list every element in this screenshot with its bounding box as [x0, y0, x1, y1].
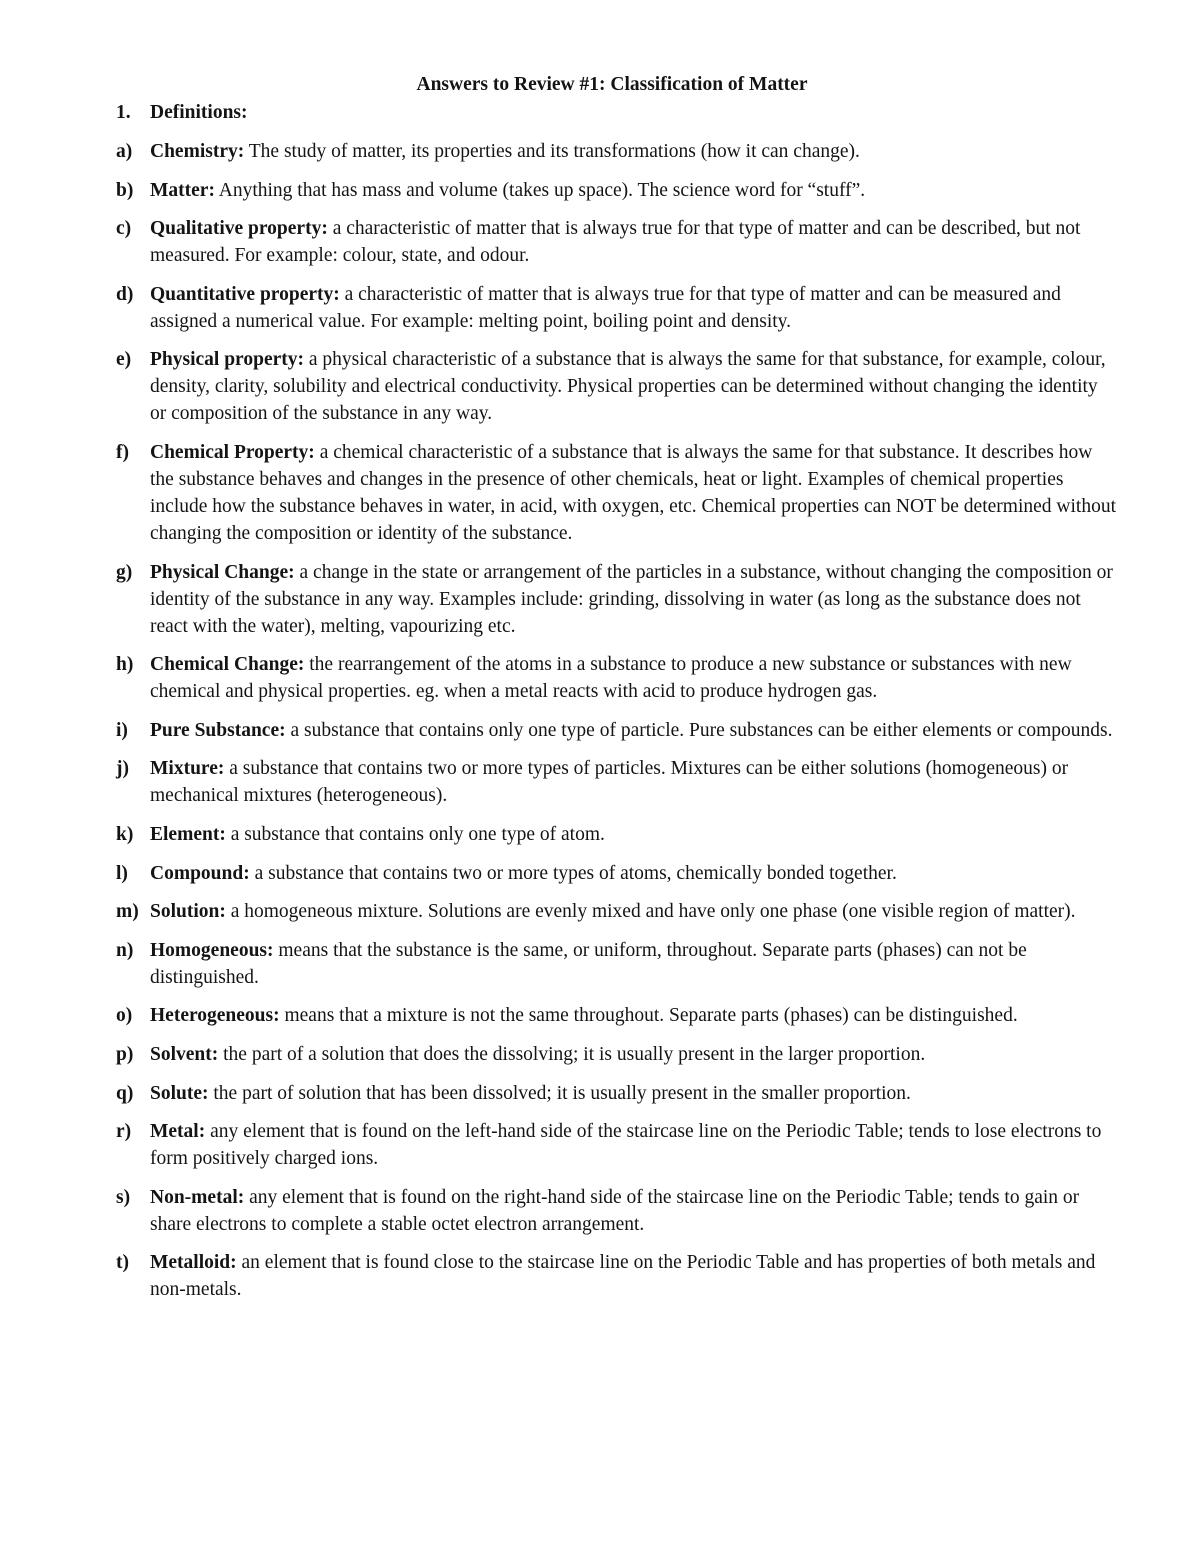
definition-item	[116, 1002, 1116, 1029]
definition-term: Chemical Change:	[150, 654, 305, 676]
definition-text: the part of a solution that does the dissolving; it is usually present in the larger proportion.	[218, 1043, 926, 1065]
definition-term: Metal:	[150, 1121, 206, 1143]
definition-text: a substance that contains only one type of atom.	[225, 823, 605, 845]
definition-term: Physical property:	[150, 349, 305, 371]
definition-item	[116, 439, 1116, 547]
definition-text: a change in the state or arrangement of the particles in a substance, without changing the composition or identity of the substance in any way. Examples include: grinding, dissolving in water (as long as the substance does not react with the water), melting, vapourizing etc.	[150, 561, 1113, 637]
definition-letter: g)	[116, 561, 133, 583]
definition-letter: i)	[116, 719, 128, 741]
definition-term: Heterogeneous:	[150, 1005, 280, 1027]
definition-letter: d)	[116, 283, 134, 305]
definition-text: any element that is found on the right-hand side of the staircase line on the Periodic Table; tends to gain or share electrons to complete a stable octet electron arrangement.	[150, 1186, 1080, 1235]
definition-term: Chemical Property:	[150, 441, 315, 463]
definition-term: Solution:	[150, 901, 226, 923]
definition-text: a characteristic of matter that is always true for that type of matter and can be described, but not measured. For example: colour, state, and odour.	[150, 218, 1081, 267]
definition-text: a substance that contains two or more types of atoms, chemically bonded together.	[249, 862, 897, 884]
definition-text: a substance that contains two or more types of particles. Mixtures can be either solutions (homogeneous) or mechanical mixtures (heterogeneous).	[150, 758, 1069, 807]
definition-term: Mixture:	[150, 758, 225, 780]
definition-item	[116, 215, 1116, 269]
definition-term: Pure Substance:	[150, 719, 286, 741]
definition-text: The study of matter, its properties and its transformations (how it can change).	[244, 141, 860, 162]
definition-letter: o)	[116, 1005, 133, 1027]
definition-term: Qualitative property:	[150, 218, 328, 240]
definition-letter: n)	[116, 939, 134, 961]
definition-letter: f)	[116, 441, 129, 463]
definition-term: Matter:	[150, 179, 215, 201]
definition-text: a substance that contains only one type of particle. Pure substances can be either elements or compounds.	[285, 719, 1113, 741]
definition-text: a chemical characteristic of a substance that is always the same for that substance. It describes how the substance behaves and changes in the presence of other chemicals, heat or light. Examples of chemical properties include how the substance behaves in water, in acid, with oxygen, etc. Chemical properties can NOT be determined without changing the composition or identity of the substance.	[150, 441, 1116, 544]
definition-term: Chemistry:	[150, 141, 245, 162]
definition-letter: r)	[116, 1121, 132, 1143]
definition-item	[116, 138, 1116, 165]
definition-term: Quantitative property:	[150, 283, 340, 305]
definition-item	[116, 1184, 1116, 1238]
definition-term: Physical Change:	[150, 561, 295, 583]
definition-letter: s)	[116, 1186, 131, 1208]
definition-item	[116, 937, 1116, 991]
section-heading	[116, 100, 248, 126]
definition-item	[116, 821, 1116, 848]
definition-letter: b)	[116, 179, 134, 201]
definition-item	[116, 1249, 1116, 1303]
definition-letter: p)	[116, 1043, 134, 1065]
definition-term: Metalloid:	[150, 1252, 237, 1274]
definition-term: Non-metal:	[150, 1186, 245, 1208]
definition-text: means that the substance is the same, or uniform, throughout. Separate parts (phases) can not be distinguished.	[150, 939, 1027, 988]
definition-text: the part of solution that has been dissolved; it is usually present in the smaller proportion.	[208, 1082, 911, 1104]
definition-item	[116, 177, 1116, 204]
definition-text: means that a mixture is not the same throughout. Separate parts (phases) can be distinguished.	[279, 1005, 1018, 1027]
definition-text: any element that is found on the left-hand side of the staircase line on the Periodic Table; tends to lose electrons to form positively charged ions.	[150, 1121, 1102, 1170]
definition-item	[116, 559, 1116, 640]
definition-item	[116, 651, 1116, 705]
definition-text: a homogeneous mixture. Solutions are evenly mixed and have only one phase (one visible region of matter).	[225, 901, 1076, 923]
definition-term: Solute:	[150, 1082, 209, 1104]
definition-item	[116, 1118, 1116, 1172]
definition-letter: t)	[116, 1252, 129, 1274]
section-number: 1.	[116, 102, 131, 123]
definition-term: Compound:	[150, 862, 250, 884]
page-title: Answers to Review #1: Classification of Matter	[416, 74, 808, 95]
definition-letter: q)	[116, 1082, 134, 1104]
definition-text: the rearrangement of the atoms in a substance to produce a new substance or substances with new chemical and physical properties. eg. when a metal reacts with acid to produce hydrogen gas.	[150, 654, 1072, 703]
definition-term: Solvent:	[150, 1043, 219, 1065]
definition-letter: c)	[116, 218, 132, 240]
definition-item	[116, 281, 1116, 335]
definition-letter: a)	[116, 141, 133, 162]
definition-letter: l)	[116, 862, 128, 884]
definition-item	[116, 860, 1116, 887]
definition-text: Anything that has mass and volume (takes up space). The science word for “stuff”.	[214, 179, 866, 201]
definition-text: a characteristic of matter that is always true for that type of matter and can be measured and assigned a numerical value. For example: melting point, boiling point and density.	[150, 283, 1061, 332]
definition-text: an element that is found close to the staircase line on the Periodic Table and has properties of both metals and non-metals.	[150, 1252, 1096, 1301]
definition-item	[116, 346, 1116, 427]
definitions-list	[116, 138, 1116, 1315]
definition-item	[116, 717, 1116, 744]
section-label: Definitions:	[150, 102, 248, 123]
definition-letter: h)	[116, 654, 134, 676]
definition-letter: j)	[116, 758, 129, 780]
definition-item	[116, 1041, 1116, 1068]
definition-term: Homogeneous:	[150, 939, 274, 961]
definition-term: Element:	[150, 823, 226, 845]
definition-letter: e)	[116, 349, 132, 371]
definition-item	[116, 1080, 1116, 1107]
definition-letter: m)	[116, 901, 139, 923]
definition-letter: k)	[116, 823, 134, 845]
definition-text: a physical characteristic of a substance that is always the same for that substance, for example, colour, density, clarity, solubility and electrical conductivity. Physical properties can be determined without changing the identity or composition of the substance in any way.	[150, 349, 1106, 425]
definition-item	[116, 755, 1116, 809]
definition-item	[116, 898, 1116, 925]
